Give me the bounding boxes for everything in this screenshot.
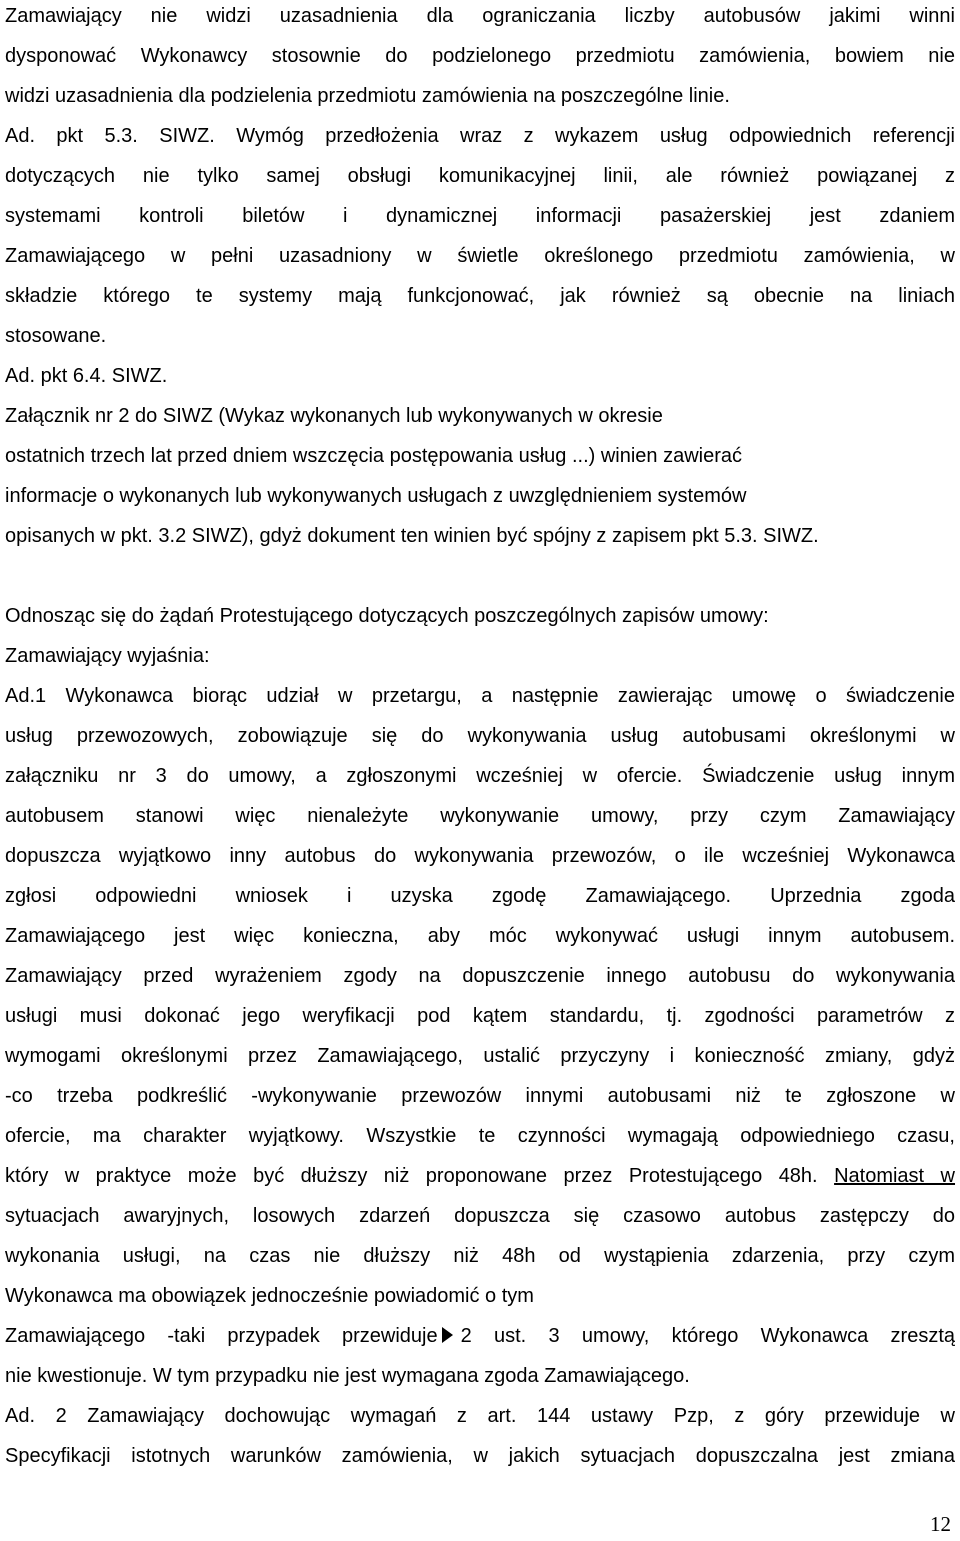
text-line: Ad. 2 Zamawiający dochowując wymagań z art. 144 ustawy Pzp, z góry przewiduje w [5,1405,955,1427]
text-line: Odnosząc się do żądań Protestującego dotyczących poszczególnych zapisów umowy: [5,605,769,627]
text-line: stosowane. [5,325,107,347]
document-body [5,0,955,1476]
text-line: ostatnich trzech lat przed dniem wszczęcia postępowania usług ...) winien zawierać [5,445,743,467]
text-line: Ad. pkt 5.3. SIWZ. Wymóg przedłożenia wraz z wykazem usług odpowiednich referencji [5,125,955,147]
text-line: dopuszcza wyjątkowo inny autobus do wykonywania przewozów, o ile wcześniej Wykonawca [5,845,955,867]
text-line: Zamawiającego w pełni uzasadniony w świetle określonego przedmiotu zamówienia, w [5,245,955,267]
section-symbol-icon [442,1327,453,1343]
underlined-text: Natomiast w [834,1165,956,1187]
text-line: Zamawiającego jest więc konieczna, aby móc wykonywać usługi innym autobusem. [5,925,955,947]
text-fragment: Zamawiającego -taki przypadek przewiduje [5,1325,438,1347]
text-line: opisanych w pkt. 3.2 SIWZ), gdyż dokument ten winien być spójny z zapisem pkt 5.3. SIWZ. [5,525,819,547]
text-line: -co trzeba podkreślić -wykonywanie przewozów innymi autobusami niż te zgłoszone w [5,1085,955,1107]
text-line: zgłosi odpowiedni wniosek i uzyska zgodę Zamawiającego. Uprzednia zgoda [5,885,955,907]
text-line: systemami kontroli biletów i dynamicznej informacji pasażerskiej jest zdaniem [5,205,955,227]
text-line: ofercie, ma charakter wyjątkowy. Wszystkie te czynności wymagają odpowiedniego czasu, [5,1125,955,1147]
text-line: wykonania usługi, na czas nie dłuższy niż 48h od wystąpienia zdarzenia, przy czym [5,1245,955,1267]
text-line: załączniku nr 3 do umowy, a zgłoszonymi wcześniej w ofercie. Świadczenie usług innym [5,765,955,787]
text-line: Załącznik nr 2 do SIWZ (Wykaz wykonanych lub wykonywanych w okresie [5,405,663,427]
text-line: sytuacjach awaryjnych, losowych zdarzeń dopuszcza się czasowo autobus zastępczy do [5,1205,955,1227]
paragraph-gap [5,556,955,596]
text-line: Ad.1 Wykonawca biorąc udział w przetargu, a następnie zawierając umowę o świadczenie [5,685,955,707]
text-line [5,1156,955,1196]
text-line: Specyfikacji istotnych warunków zamówienia, w jakich sytuacjach dopuszczalna jest zmiana [5,1445,955,1467]
text-line: nie kwestionuje. W tym przypadku nie jest wymagana zgoda Zamawiającego. [5,1365,690,1387]
text-line: widzi uzasadnienia dla podzielenia przedmiotu zamówienia na poszczególne linie. [5,85,730,107]
text-line: autobusem stanowi więc nienależyte wykonywanie umowy, przy czym Zamawiający [5,805,955,827]
text-line: dotyczących nie tylko samej obsługi komunikacyjnej linii, ale również powiązanej z [5,165,955,187]
text-line: Wykonawca ma obowiązek jednocześnie powiadomić o tym [5,1285,534,1307]
text-line: wymogami określonymi przez Zamawiającego, ustalić przyczyny i konieczność zmiany, gdyż [5,1045,955,1067]
text-line: Zamawiający nie widzi uzasadnienia dla ograniczania liczby autobusów jakimi winni [5,5,955,27]
text-fragment: 2 ust. 3 umowy, którego Wykonawca zresztą [460,1325,956,1347]
text-line: Zamawiający przed wyrażeniem zgody na dopuszczenie innego autobusu do wykonywania [5,965,955,987]
text-line: dysponować Wykonawcy stosownie do podzielonego przedmiotu zamówienia, bowiem nie [5,45,955,67]
text-line: składzie którego te systemy mają funkcjonować, jak również są obecnie na liniach [5,285,955,307]
text-line: Zamawiający wyjaśnia: [5,645,210,667]
section-heading: Ad. pkt 6.4. SIWZ. [5,365,168,387]
text-line: informacje o wykonanych lub wykonywanych usługach z uwzględnieniem systemów [5,485,747,507]
page-number: 12 [930,1512,951,1536]
text-line [5,1316,955,1356]
text-fragment: który w praktyce może być dłuższy niż proponowane przez Protestującego 48h. [5,1165,835,1187]
text-line: usługi musi dokonać jego weryfikacji pod kątem standardu, tj. zgodności parametrów z [5,1005,955,1027]
text-line: usług przewozowych, zobowiązuje się do wykonywania usług autobusami określonymi w [5,725,955,747]
